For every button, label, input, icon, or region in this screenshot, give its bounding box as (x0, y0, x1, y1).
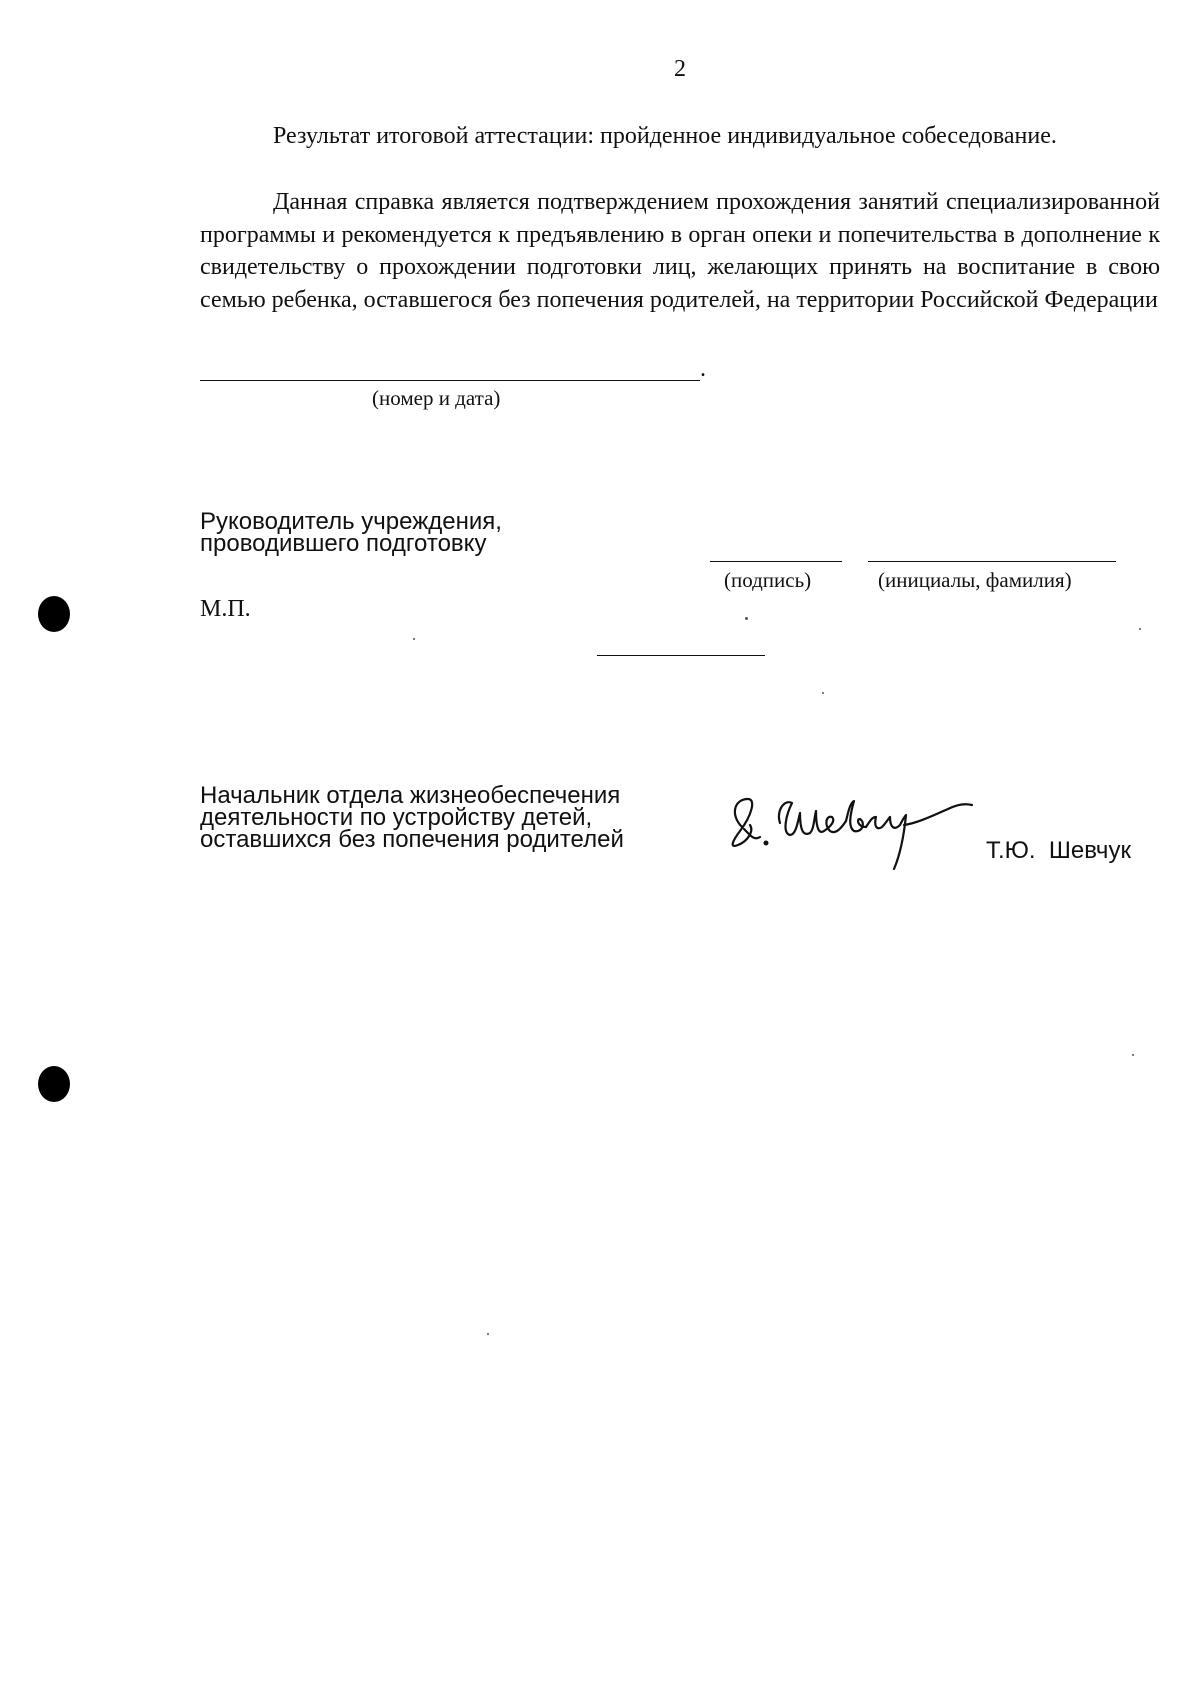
name-caption: (инициалы, фамилия) (878, 568, 1072, 592)
scan-speck (413, 638, 415, 640)
number-date-caption: (номер и дата) (372, 386, 501, 410)
stray-mark (745, 617, 748, 620)
chief-signer-name: Т.Ю. Шевчук (986, 837, 1131, 864)
chief-title-line3: оставшихся без попечения родителей (200, 826, 624, 853)
scan-speck (487, 1333, 489, 1335)
head-title-line1: Руководитель учреждения, (200, 508, 502, 535)
punch-hole-bottom (38, 1066, 70, 1102)
stamp-place-label: М.П. (200, 596, 251, 622)
head-title (200, 508, 502, 557)
signature-caption: (подпись) (724, 568, 812, 592)
stamp-line (597, 655, 765, 656)
signature-line (710, 561, 842, 562)
punch-hole-top (38, 596, 70, 632)
scan-speck (1132, 1054, 1134, 1056)
certificate-paragraph: Данная справка является подтверждением прохождения занятий специализированной программы и рекомендуется к предъявлению в орган опеки и попечительства в дополнение к свидетельству о прохождении подготовки лиц, желающих принять на воспитание в свою семью ребенка, оставшегося без попечения родителей, на территории Российской Федерации (200, 189, 1160, 313)
chief-title (200, 782, 624, 853)
page-number: 2 (674, 56, 686, 82)
result-paragraph: Результат итоговой аттестации: пройденное индивидуальное собеседование. (273, 123, 1057, 149)
number-date-line (200, 380, 700, 381)
name-line (868, 561, 1116, 562)
scan-speck (1139, 628, 1141, 630)
scan-speck (822, 692, 824, 694)
handwritten-signature (720, 785, 980, 875)
head-title-line2: проводившего подготовку (200, 530, 487, 557)
chief-title-line2: деятельности по устройству детей, (200, 804, 593, 831)
chief-title-line1: Начальник отдела жизнеобеспечения (200, 782, 621, 809)
number-date-terminator: . (700, 356, 706, 382)
